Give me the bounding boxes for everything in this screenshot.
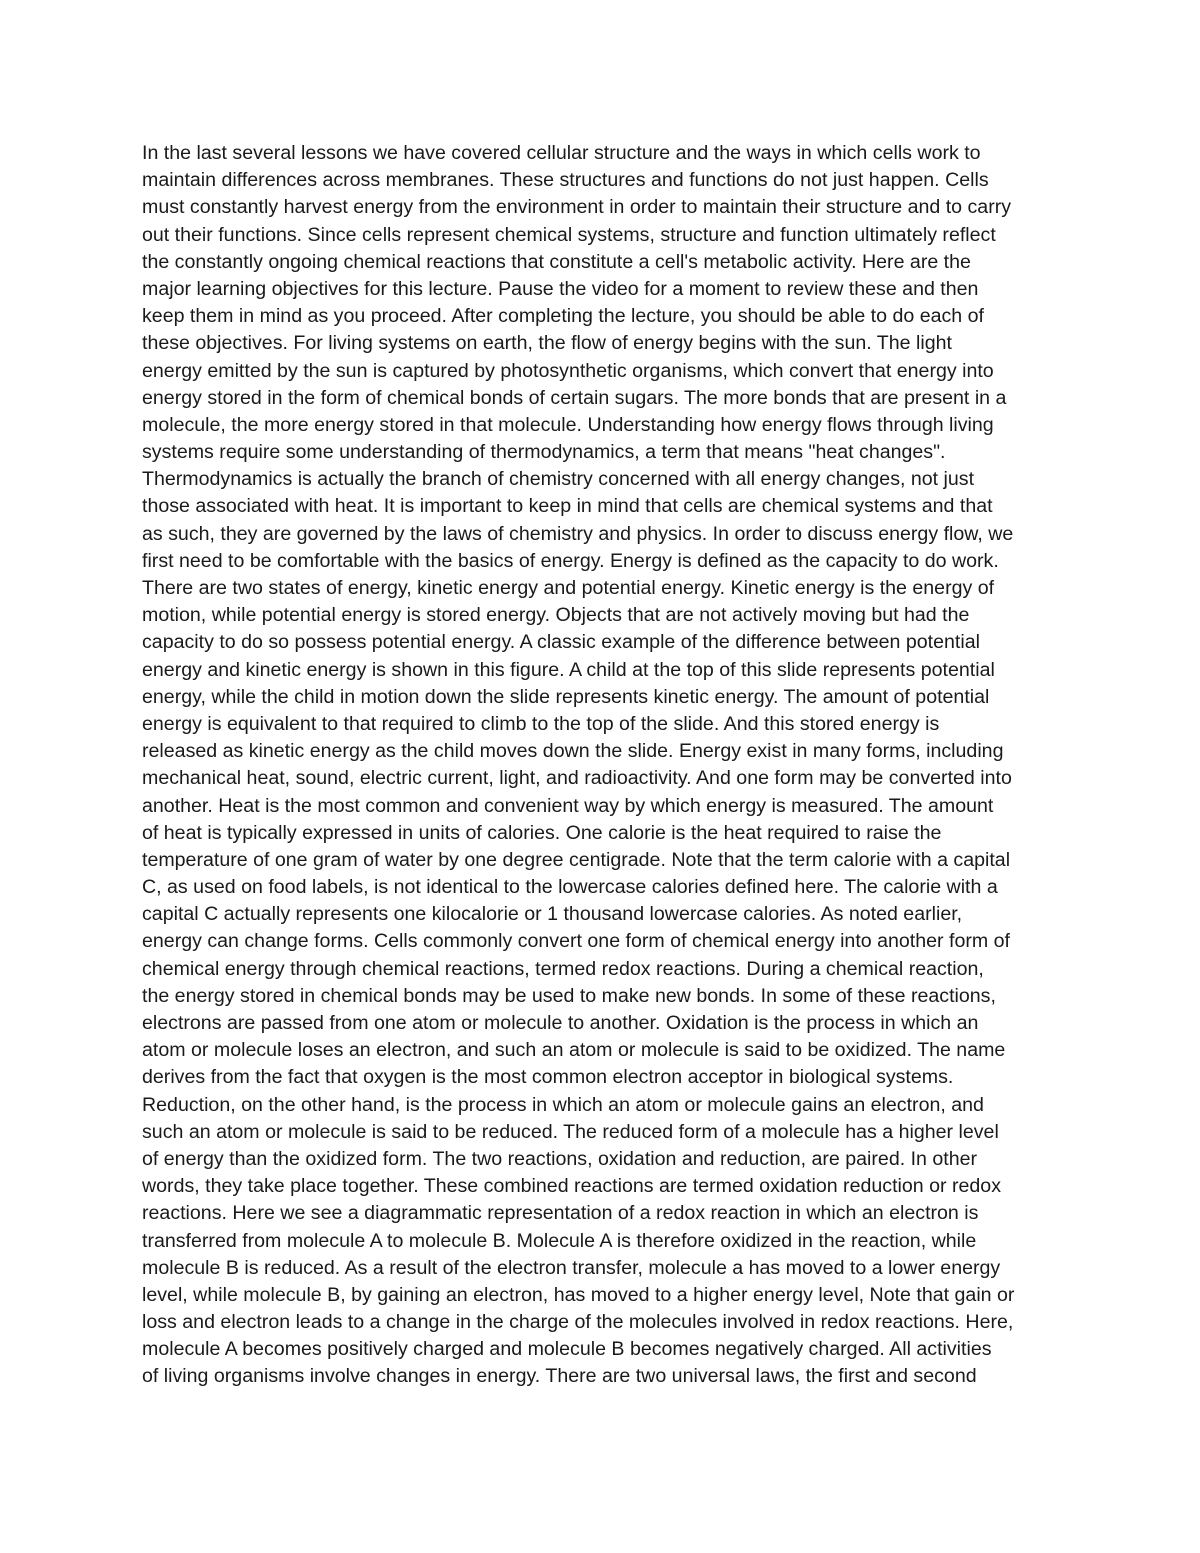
text-line: mechanical heat, sound, electric current, light, and radioactivity. And one form may be converted into (142, 767, 1012, 790)
text-line: first need to be comfortable with the basics of energy. Energy is defined as the capacity to do work. (142, 549, 999, 572)
text-line: C, as used on food labels, is not identical to the lowercase calories defined here. The calorie with a (142, 876, 998, 899)
text-line: as such, they are governed by the laws of chemistry and physics. In order to discuss energy flow, we (142, 522, 1014, 545)
text-line: words, they take place together. These combined reactions are termed oxidation reduction or redox (142, 1175, 1001, 1198)
text-line: out their functions. Since cells represent chemical systems, structure and function ultimately reflect (142, 223, 996, 246)
text-line: maintain differences across membranes. These structures and functions do not just happen. Cells (142, 169, 989, 192)
text-line: motion, while potential energy is stored energy. Objects that are not actively moving but had the (142, 604, 970, 627)
text-line: In the last several lessons we have covered cellular structure and the ways in which cells work to (142, 142, 981, 164)
text-line: of living organisms involve changes in energy. There are two universal laws, the first and second (142, 1365, 977, 1388)
text-line: energy and kinetic energy is shown in this figure. A child at the top of this slide represents potential (142, 658, 995, 681)
text-line: major learning objectives for this lecture. Pause the video for a moment to review these and then (142, 277, 979, 300)
text-line: such an atom or molecule is said to be reduced. The reduced form of a molecule has a higher level (142, 1120, 999, 1143)
text-line: energy is equivalent to that required to climb to the top of the slide. And this stored energy is (142, 712, 940, 735)
text-line: temperature of one gram of water by one degree centigrade. Note that the term calorie with a capital (142, 848, 1011, 871)
text-line: loss and electron leads to a change in the charge of the molecules involved in redox reactions. Here, (142, 1311, 1014, 1334)
text-line: those associated with heat. It is important to keep in mind that cells are chemical systems and that (142, 495, 993, 518)
text-line: must constantly harvest energy from the environment in order to maintain their structure and to carry (142, 196, 1012, 219)
text-line: atom or molecule loses an electron, and such an atom or molecule is said to be oxidized. The name (142, 1039, 1006, 1062)
text-line: energy can change forms. Cells commonly convert one form of chemical energy into another form of (142, 930, 1010, 953)
text-line: these objectives. For living systems on earth, the flow of energy begins with the sun. The light (142, 332, 952, 355)
text-line: molecule A becomes positively charged and molecule B becomes negatively charged. All activities (142, 1338, 992, 1361)
text-line: molecule, the more energy stored in that molecule. Understanding how energy flows through living (142, 413, 994, 436)
text-line: There are two states of energy, kinetic energy and potential energy. Kinetic energy is the energy of (142, 577, 995, 599)
text-line: derives from the fact that oxygen is the most common electron acceptor in biological systems. (142, 1066, 954, 1089)
text-line: of heat is typically expressed in units of calories. One calorie is the heat required to raise the (142, 821, 942, 844)
body-paragraph (142, 140, 1072, 1391)
text-line: level, while molecule B, by gaining an electron, has moved to a higher energy level, Note that gain or (142, 1283, 1015, 1306)
text-line: Reduction, on the other hand, is the process in which an atom or molecule gains an electron, and (142, 1093, 984, 1116)
text-line: of energy than the oxidized form. The two reactions, oxidation and reduction, are paired. In other (142, 1147, 978, 1170)
text-line: reactions. Here we see a diagrammatic representation of a redox reaction in which an electron is (142, 1202, 979, 1225)
text-line: another. Heat is the most common and convenient way by which energy is measured. The amount (142, 794, 994, 817)
text-line: energy emitted by the sun is captured by photosynthetic organisms, which convert that energy into (142, 359, 994, 382)
text-line: the constantly ongoing chemical reactions that constitute a cell's metabolic activity. Here are the (142, 250, 971, 273)
text-line: keep them in mind as you proceed. After completing the lecture, you should be able to do each of (142, 305, 984, 328)
text-line: energy stored in the form of chemical bonds of certain sugars. The more bonds that are present in a (142, 386, 1007, 409)
text-line: chemical energy through chemical reactions, termed redox reactions. During a chemical reaction, (142, 957, 984, 980)
text-line: capital C actually represents one kilocalorie or 1 thousand lowercase calories. As noted earlier, (142, 903, 963, 926)
text-line: released as kinetic energy as the child moves down the slide. Energy exist in many forms, including (142, 740, 1004, 763)
text-line: transferred from molecule A to molecule B. Molecule A is therefore oxidized in the reaction, while (142, 1229, 977, 1252)
text-line: the energy stored in chemical bonds may be used to make new bonds. In some of these reactions, (142, 984, 996, 1007)
text-line: electrons are passed from one atom or molecule to another. Oxidation is the process in which an (142, 1012, 979, 1034)
text-line: capacity to do so possess potential energy. A classic example of the difference between potential (142, 631, 980, 654)
text-line: Thermodynamics is actually the branch of chemistry concerned with all energy changes, not just (142, 468, 975, 491)
text-line: molecule B is reduced. As a result of the electron transfer, molecule a has moved to a lower energy (142, 1256, 1001, 1279)
text-line: energy, while the child in motion down the slide represents kinetic energy. The amount of potential (142, 685, 990, 708)
text-line: systems require some understanding of thermodynamics, a term that means "heat changes". (142, 441, 946, 464)
